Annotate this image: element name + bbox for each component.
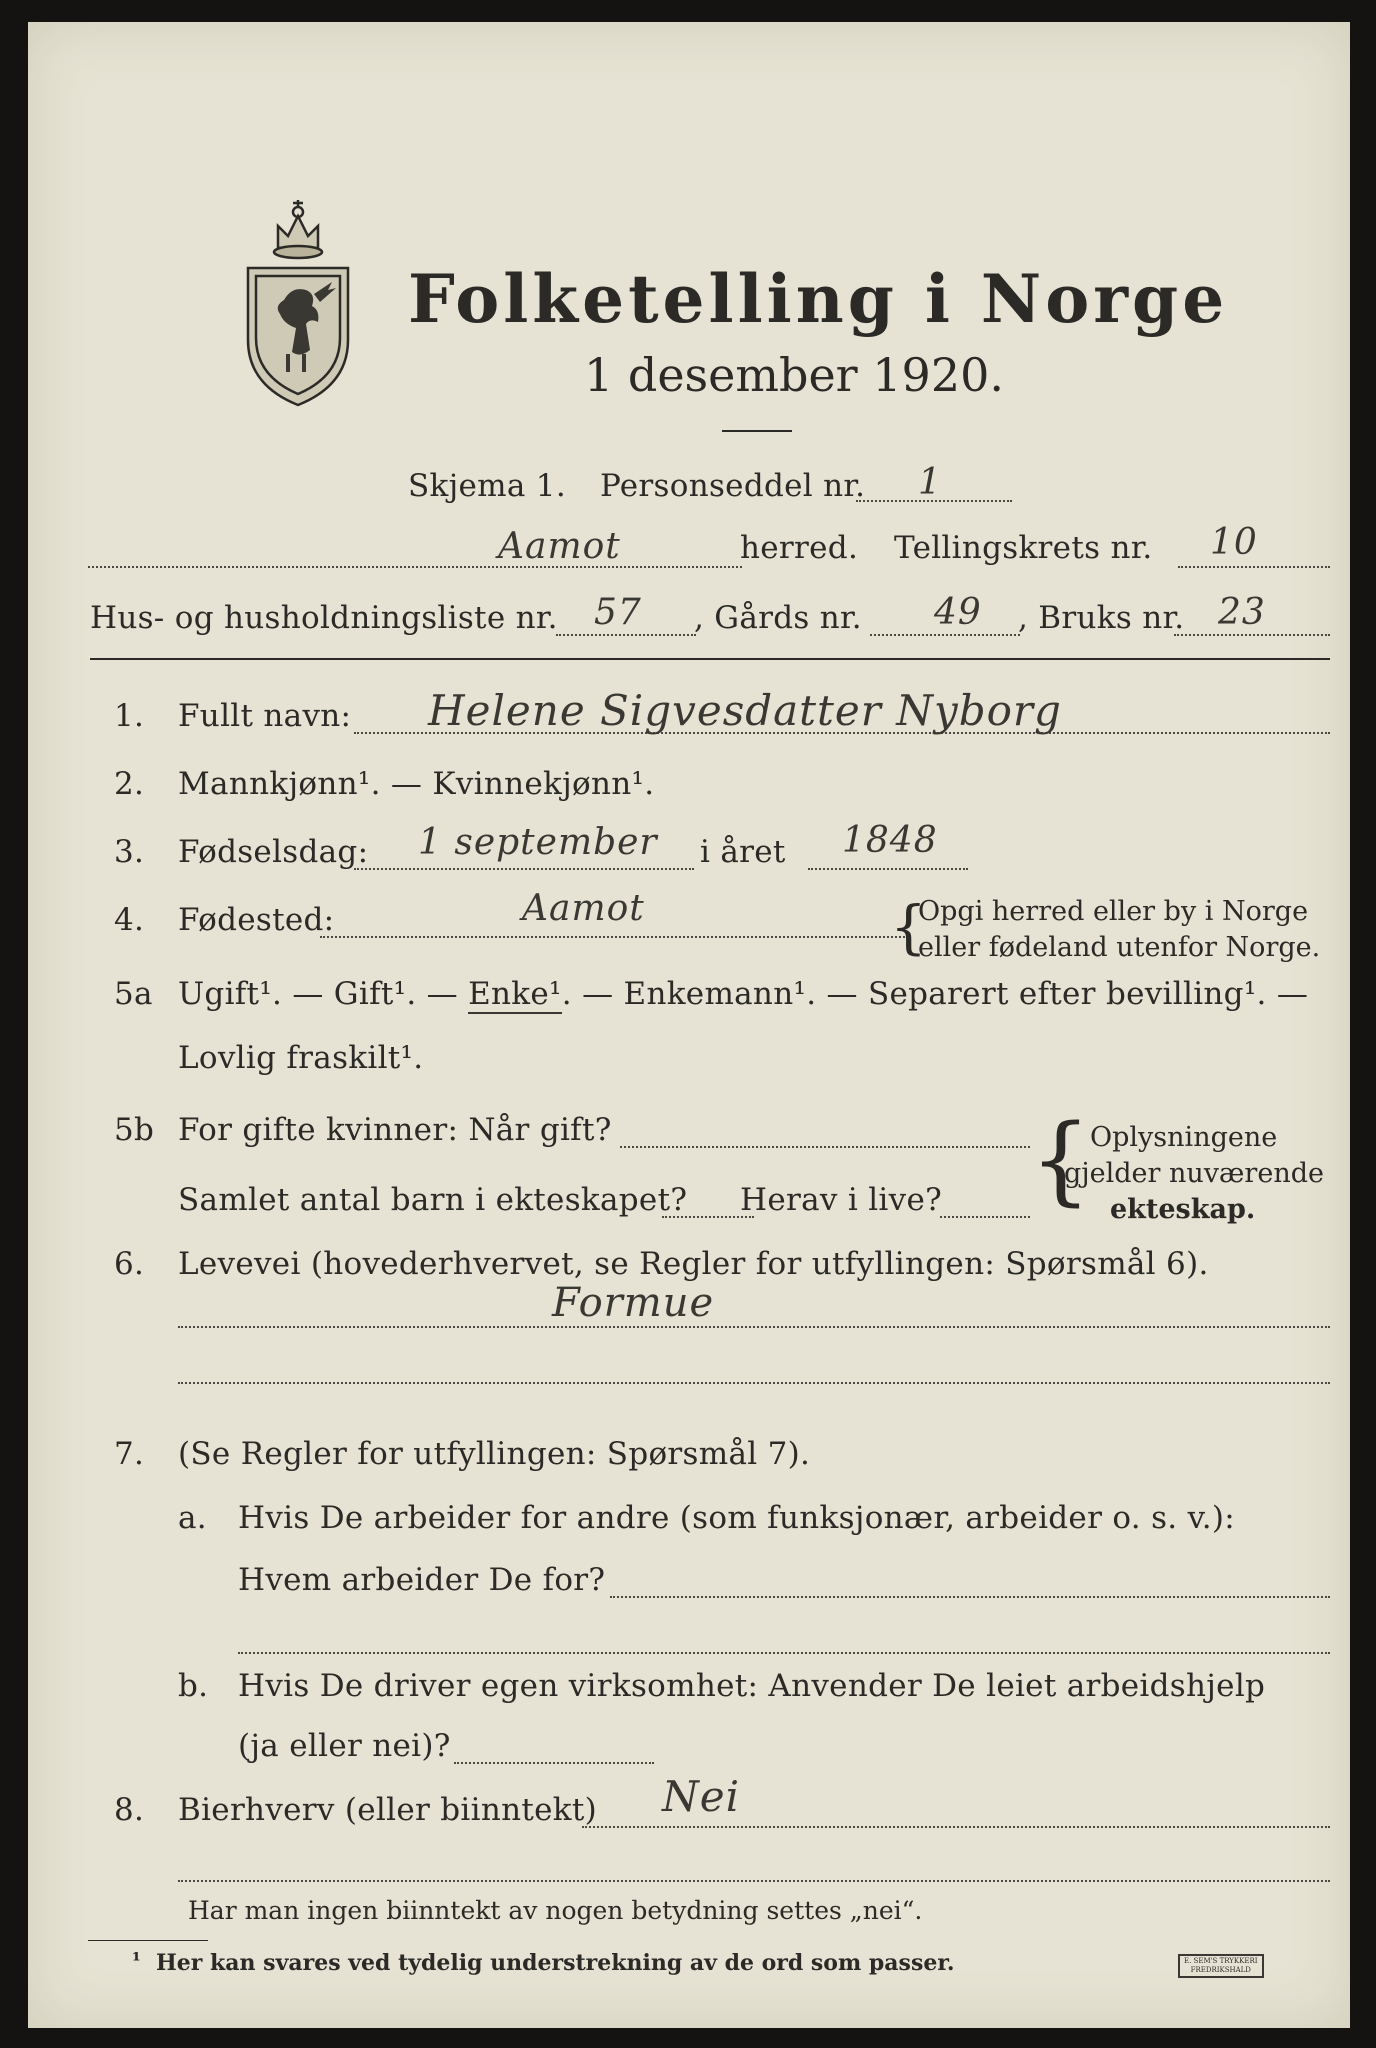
q4-note-2: eller fødeland utenfor Norge. [918, 932, 1321, 963]
q5b-alive: Herav i live? [740, 1182, 943, 1218]
birthplace-value[interactable]: Aamot [522, 888, 645, 929]
q6-label: Levevei (hovederhvervet, se Regler for utfyllingen: Spørsmål 6). [178, 1246, 1209, 1282]
personseddel-value[interactable]: 1 [918, 462, 942, 503]
q7a-line1: Hvis De arbeider for andre (som funksjonær, arbeider o. s. v.): [238, 1500, 1236, 1536]
gards-label: , Gårds nr. [694, 600, 862, 636]
husliste-line [556, 634, 696, 636]
census-date: 1 desember 1920. [584, 348, 1004, 402]
printer-stamp [1178, 1954, 1264, 1978]
q5b-brace: { [1030, 1104, 1092, 1216]
q7a-letter: a. [178, 1500, 207, 1536]
birthdate-value[interactable]: 1 september [418, 822, 658, 863]
bruks-value[interactable]: 23 [1218, 592, 1266, 633]
when-married-line [620, 1146, 1030, 1148]
q5a-number: 5a [114, 976, 153, 1012]
herred-line [88, 566, 742, 568]
q7-label: (Se Regler for utfyllingen: Spørsmål 7). [178, 1436, 811, 1472]
side-income-line-2 [178, 1880, 1330, 1882]
footer-note: Har man ingen biinntekt av nogen betydning settes „nei“. [188, 1896, 923, 1925]
q7b-letter: b. [178, 1668, 209, 1704]
bruks-label: , Bruks nr. [1018, 600, 1185, 636]
title-divider [722, 430, 792, 432]
birthyear-line [808, 868, 968, 870]
gender-options: Mannkjønn¹. — Kvinnekjønn¹. [178, 766, 655, 802]
footnote-divider [88, 1940, 208, 1941]
birthdate-line [354, 868, 694, 870]
alive-line [940, 1216, 1030, 1218]
q5b-note-2: gjelder nuværende [1064, 1158, 1324, 1189]
husliste-value[interactable]: 57 [594, 592, 642, 633]
birthyear-label: i året [700, 834, 786, 870]
gards-value[interactable]: 49 [934, 592, 982, 633]
q4-number: 4. [114, 902, 145, 938]
full-name-value[interactable]: Helene Sigvesdatter Nyborg [428, 686, 1062, 735]
herred-label: herred. [740, 530, 859, 566]
norwegian-coat-of-arms-icon [240, 190, 356, 410]
marital-options-start: Ugift¹. — Gift¹. — [178, 976, 469, 1012]
header-divider [90, 658, 1330, 660]
form-title: Folketelling i Norge [408, 260, 1229, 338]
q7-number: 7. [114, 1436, 145, 1472]
side-income-line-1 [582, 1826, 1330, 1828]
husliste-label: Hus- og husholdningsliste nr. [90, 600, 558, 636]
bruks-line [1174, 634, 1330, 636]
footnote-marker: ¹ [132, 1948, 141, 1972]
tellingskrets-line [1178, 566, 1330, 568]
q1-number: 1. [114, 698, 145, 734]
q5b-children: Samlet antal barn i ekteskapet? [178, 1182, 688, 1218]
census-form [28, 22, 1350, 2028]
footnote-text: Her kan svares ved tydelig understrekning av de ord som passer. [156, 1950, 955, 1976]
printer-stamp-line2: FREDRIKSHALD [1190, 1966, 1251, 1974]
employer-line-1 [610, 1596, 1330, 1598]
q8-label: Bierhverv (eller biinntekt) [178, 1792, 598, 1828]
q4-note-1: Opgi herred eller by i Norge [918, 896, 1309, 927]
occupation-line-1 [178, 1326, 1330, 1328]
schema-label: Skjema 1. [408, 468, 566, 504]
marital-option-enke[interactable]: Enke¹ [468, 976, 562, 1012]
q5b-note-1: Oplysningene [1090, 1122, 1278, 1153]
q5b-when-married: For gifte kvinner: Når gift? [178, 1112, 612, 1148]
q1-label: Fullt navn: [178, 698, 352, 734]
q8-number: 8. [114, 1792, 145, 1828]
q4-brace: { [890, 893, 927, 961]
printer-stamp-line1: E. SEM'S TRYKKERI [1184, 1957, 1258, 1965]
q4-label: Fødested: [178, 902, 335, 938]
q5b-note-3: ekteskap. [1110, 1194, 1256, 1225]
q7b-line1: Hvis De driver egen virksomhet: Anvender De leiet arbeidshjelp [238, 1668, 1266, 1704]
employer-line-2 [238, 1652, 1330, 1654]
q5b-number: 5b [114, 1112, 155, 1148]
gards-line [870, 634, 1020, 636]
q6-number: 6. [114, 1246, 145, 1282]
q2-number: 2. [114, 766, 145, 802]
occupation-value[interactable]: Formue [552, 1280, 715, 1326]
herred-value[interactable]: Aamot [498, 526, 621, 567]
q7b-line2: (ja eller nei)? [238, 1728, 451, 1764]
hired-help-line [454, 1762, 654, 1764]
personseddel-label: Personseddel nr. [600, 468, 866, 504]
marital-status-options [178, 976, 1308, 1012]
birthyear-value[interactable]: 1848 [842, 820, 938, 861]
side-income-value[interactable]: Nei [662, 1772, 741, 1821]
tellingskrets-label: Tellingskrets nr. [894, 530, 1153, 566]
q3-label: Fødselsdag: [178, 834, 369, 870]
occupation-line-2 [178, 1382, 1330, 1384]
q7a-line2: Hvem arbeider De for? [238, 1562, 606, 1598]
birthplace-line [320, 936, 908, 938]
marital-options-end: . — Enkemann¹. — Separert efter bevilling¹. — [561, 976, 1309, 1012]
q3-number: 3. [114, 834, 145, 870]
marital-status-line2: Lovlig fraskilt¹. [178, 1040, 424, 1076]
tellingskrets-value[interactable]: 10 [1210, 522, 1258, 563]
